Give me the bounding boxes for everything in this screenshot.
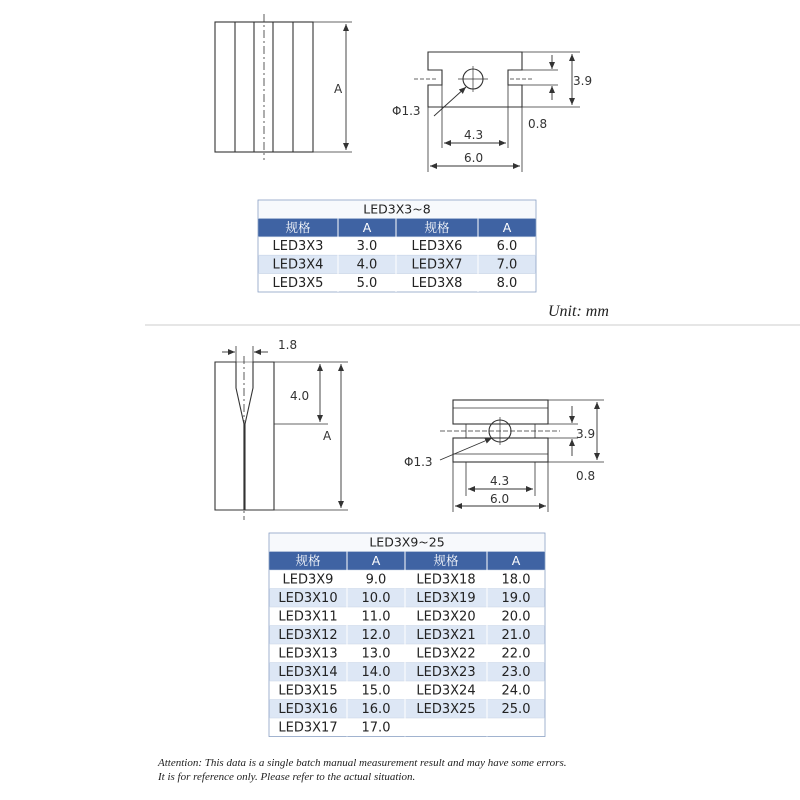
table-cell: LED3X19	[416, 591, 476, 606]
table-header-cell: A	[502, 219, 512, 235]
table-cell: LED3X10	[278, 591, 338, 606]
table-cell: 22.0	[501, 646, 531, 662]
bottom-dim-phi-label: Φ1.3	[404, 455, 433, 469]
table-cell: LED3X12	[278, 628, 338, 643]
table-title: LED3X3~8	[363, 201, 431, 217]
bottom-dim-a-label: A	[323, 429, 332, 443]
top-dim-0-8-label: 0.8	[528, 117, 548, 131]
table-cell: LED3X18	[416, 572, 476, 588]
table-cell: LED3X20	[416, 609, 476, 625]
table-header-cell: 规格	[295, 553, 321, 568]
table-cell: 7.0	[496, 257, 518, 273]
table-title: LED3X9~25	[369, 534, 445, 550]
table-cell: LED3X13	[278, 646, 338, 662]
table-cell: 14.0	[361, 665, 391, 680]
top-dim-phi-label: Φ1.3	[392, 104, 421, 118]
top-dim-3-9-label: 3.9	[573, 74, 593, 88]
bottom-dim-4-0-label: 4.0	[290, 389, 310, 403]
table-cell: LED3X3	[272, 239, 324, 255]
table-cell: LED3X4	[272, 257, 324, 273]
table-cell: 8.0	[496, 276, 518, 291]
table-header-cell: A	[362, 219, 372, 235]
table-header-cell: A	[511, 553, 521, 568]
table-cell: 11.0	[361, 609, 391, 625]
attention-note-line-2: It is for reference only. Please refer to the actual situation.	[158, 771, 416, 783]
table-cell: 21.0	[501, 628, 531, 643]
table-cell: LED3X16	[278, 702, 338, 717]
table-cell: 17.0	[361, 720, 391, 736]
top-end-view	[414, 52, 580, 172]
table-cell: 4.0	[356, 257, 378, 273]
top-side-view	[215, 14, 352, 160]
bottom-spec-table	[269, 533, 545, 737]
table-cell: 16.0	[361, 702, 391, 717]
bottom-dim-0-8-label: 0.8	[576, 469, 596, 483]
table-cell: LED3X17	[278, 720, 338, 736]
top-dim-a-label: A	[334, 82, 343, 96]
table-cell: LED3X5	[272, 276, 324, 291]
bottom-dim-6-0-label: 6.0	[490, 492, 510, 506]
table-cell: 24.0	[501, 683, 531, 699]
table-cell: LED3X25	[416, 702, 476, 717]
table-header-cell: 规格	[433, 553, 459, 568]
table-cell: 10.0	[361, 591, 391, 606]
table-cell: 18.0	[501, 572, 531, 588]
table-cell: 5.0	[356, 276, 378, 291]
table-cell: 6.0	[496, 239, 518, 255]
table-cell: LED3X6	[411, 239, 463, 255]
table-cell: 23.0	[501, 665, 531, 680]
table-cell: LED3X23	[416, 665, 476, 680]
bottom-dim-3-9-label: 3.9	[576, 427, 596, 441]
attention-note-line-1: Attention: This data is a single batch manual measurement result and may have some errors.	[158, 757, 567, 769]
bottom-dim-4-3-label: 4.3	[490, 474, 510, 488]
table-cell: LED3X9	[282, 572, 334, 588]
table-cell: 25.0	[501, 702, 531, 717]
top-dim-4-3-label: 4.3	[464, 128, 484, 142]
table-cell: LED3X8	[411, 276, 463, 291]
table-header-cell: 规格	[285, 219, 311, 235]
table-cell: 9.0	[365, 572, 387, 588]
table-header-cell: A	[371, 553, 381, 568]
table-cell: LED3X15	[278, 683, 338, 699]
table-header-cell: 规格	[424, 219, 450, 235]
table-cell: 13.0	[361, 646, 391, 662]
table-cell: 12.0	[361, 628, 391, 643]
bottom-dim-1-8-label: 1.8	[278, 338, 298, 352]
table-cell: LED3X14	[278, 665, 338, 680]
table-cell: LED3X7	[411, 257, 463, 273]
top-spec-table	[258, 200, 536, 292]
table-cell: LED3X11	[278, 609, 338, 625]
unit-label: Unit: mm	[548, 303, 609, 320]
table-cell: 19.0	[501, 591, 531, 606]
table-cell: LED3X22	[416, 646, 476, 662]
top-dim-6-0-label: 6.0	[464, 151, 484, 165]
table-cell: 15.0	[361, 683, 391, 699]
table-cell: LED3X21	[416, 628, 476, 643]
bottom-end-view	[440, 400, 604, 512]
table-cell: LED3X24	[416, 683, 476, 699]
table-cell: 3.0	[356, 239, 378, 255]
table-cell: 20.0	[501, 609, 531, 625]
